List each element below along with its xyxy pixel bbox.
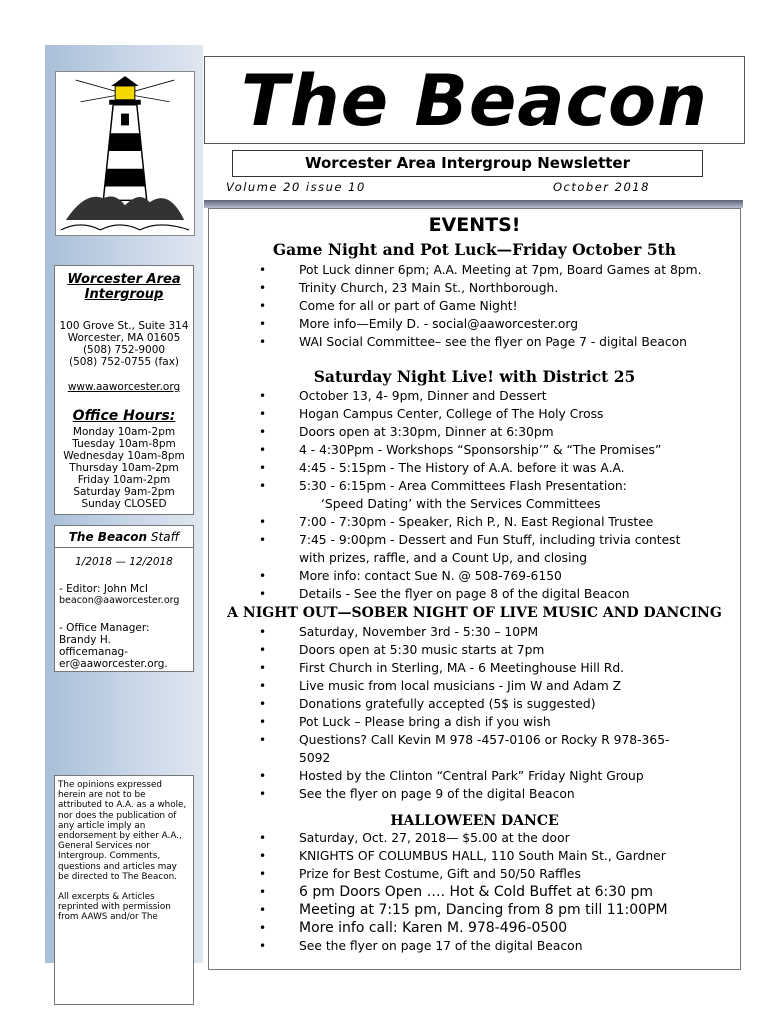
list-item: • Meeting at 7:15 pm, Dancing from 8 pm till 11:00PM bbox=[209, 901, 740, 919]
office-manager-label: - Office Manager: bbox=[59, 622, 150, 634]
game-night-list bbox=[209, 261, 740, 351]
list-item: • 7:45 - 9:00pm - Dessert and Fun Stuff, including trivia contest bbox=[209, 531, 740, 549]
office-hours-list bbox=[55, 426, 193, 510]
lighthouse-logo bbox=[55, 71, 195, 236]
disclaimer-text-1: The opinions expressed herein are not to be attributed to A.A. as a whole, nor does the publication of any article imply an endorsement by either A.A., General Services nor Intergroup. Comments, questions and articles may be directed to The Beacon. bbox=[58, 780, 187, 882]
office-manager-email-2[interactable]: er@aaworcester.org. bbox=[59, 658, 168, 670]
list-item: • Trinity Church, 23 Main St., Northborough. bbox=[209, 279, 740, 297]
list-item: • WAI Social Committee– see the flyer on Page 7 - digital Beacon bbox=[209, 333, 740, 351]
hours-monday: Monday 10am-2pm bbox=[72, 426, 176, 438]
newsletter-subtitle: Worcester Area Intergroup Newsletter bbox=[232, 150, 703, 177]
website-link[interactable]: www.aaworcester.org bbox=[67, 381, 181, 393]
staff-title-bold: The Beacon bbox=[68, 530, 148, 544]
office-manager-name: Brandy H. bbox=[59, 634, 111, 646]
list-item: • First Church in Sterling, MA - 6 Meetinghouse Hill Rd. bbox=[209, 659, 740, 677]
staff-title bbox=[55, 530, 193, 548]
newsletter-title: The Beacon bbox=[241, 60, 708, 142]
snl-heading: Saturday Night Live! with District 25 bbox=[313, 367, 636, 386]
disclaimer-text-2: All excerpts & Articles reprinted with permission from AAWS and/or The bbox=[58, 892, 171, 923]
list-item: • 4 - 4:30Ppm - Workshops “Sponsorship’” & “The Promises” bbox=[209, 441, 740, 459]
org-title-2: Intergroup bbox=[84, 287, 164, 302]
list-item: • Hogan Campus Center, College of The Holy Cross bbox=[209, 405, 740, 423]
halloween-list bbox=[209, 829, 740, 955]
list-item: • KNIGHTS OF COLUMBUS HALL, 110 South Main St., Gardner bbox=[209, 847, 740, 865]
list-item-continued: 5092 bbox=[299, 751, 331, 765]
list-item: • Donations gratefully accepted (5$ is suggested) bbox=[209, 695, 740, 713]
halloween-heading: HALLOWEEN DANCE bbox=[390, 813, 559, 829]
staff-title-rest: Staff bbox=[147, 530, 180, 544]
hours-sunday: Sunday CLOSED bbox=[81, 498, 167, 510]
list-item: • Details - See the flyer on page 8 of the digital Beacon bbox=[209, 585, 740, 603]
list-item-continued: with prizes, raffle, and a Count Up, and closing bbox=[299, 551, 588, 565]
masthead bbox=[204, 56, 745, 144]
list-item: • Come for all or part of Game Night! bbox=[209, 297, 740, 315]
list-item-continued: ‘Speed Dating’ with the Services Committees bbox=[321, 497, 601, 511]
disclaimer-box bbox=[54, 775, 194, 1005]
list-item: • Saturday, November 3rd - 5:30 – 10PM bbox=[209, 623, 740, 641]
list-item: • Pot Luck – Please bring a dish if you wish bbox=[209, 713, 740, 731]
list-item: • Prize for Best Costume, Gift and 50/50 Raffles bbox=[209, 865, 740, 883]
fax: (508) 752-0755 (fax) bbox=[69, 356, 179, 368]
phone: (508) 752-9000 bbox=[82, 344, 166, 356]
lighthouse-icon bbox=[56, 72, 194, 235]
office-manager-email-1[interactable]: officemanag- bbox=[59, 646, 129, 658]
list-item: • Pot Luck dinner 6pm; A.A. Meeting at 7pm, Board Games at 8pm. bbox=[209, 261, 740, 279]
header-divider bbox=[204, 200, 743, 208]
editor-email[interactable]: beacon@aaworcester.org bbox=[59, 595, 180, 606]
list-item: • Doors open at 5:30 music starts at 7pm bbox=[209, 641, 740, 659]
list-item: • Live music from local musicians - Jim W and Adam Z bbox=[209, 677, 740, 695]
list-item: • 5:30 - 6:15pm - Area Committees Flash Presentation: bbox=[209, 477, 740, 495]
events-panel bbox=[208, 208, 741, 970]
issue-date: October 2018 bbox=[553, 180, 650, 194]
list-item: • 7:00 - 7:30pm - Speaker, Rich P., N. East Regional Trustee bbox=[209, 513, 740, 531]
list-item: • See the flyer on page 9 of the digital Beacon bbox=[209, 785, 740, 803]
list-item: • More info call: Karen M. 978-496-0500 bbox=[209, 919, 740, 937]
office-hours-title: Office Hours: bbox=[72, 408, 176, 424]
hours-wednesday: Wednesday 10am-8pm bbox=[63, 450, 185, 462]
staff-date-range: 1/2018 — 12/2018 bbox=[75, 556, 173, 568]
night-out-heading: A NIGHT OUT—SOBER NIGHT OF LIVE MUSIC AND DANCING bbox=[227, 605, 722, 621]
staff-box bbox=[54, 525, 194, 672]
list-item: • Hosted by the Clinton “Central Park” Friday Night Group bbox=[209, 767, 740, 785]
list-item: • Saturday, Oct. 27, 2018— $5.00 at the door bbox=[209, 829, 740, 847]
list-item: • More info: contact Sue N. @ 508-769-6150 bbox=[209, 567, 740, 585]
list-item: • Questions? Call Kevin M 978 -457-0106 or Rocky R 978-365- bbox=[209, 731, 740, 749]
list-item: • 4:45 - 5:15pm - The History of A.A. before it was A.A. bbox=[209, 459, 740, 477]
hours-tuesday: Tuesday 10am-8pm bbox=[72, 438, 176, 450]
volume-issue: Volume 20 issue 10 bbox=[226, 180, 366, 194]
editor-name: - Editor: John McI bbox=[59, 583, 148, 595]
contact-info-box bbox=[54, 265, 194, 515]
list-item: • October 13, 4- 9pm, Dinner and Dessert bbox=[209, 387, 740, 405]
hours-thursday: Thursday 10am-2pm bbox=[69, 462, 179, 474]
list-item: • Doors open at 3:30pm, Dinner at 6:30pm bbox=[209, 423, 740, 441]
sidebar bbox=[45, 45, 203, 963]
list-item: • See the flyer on page 17 of the digital Beacon bbox=[209, 937, 740, 955]
game-night-heading: Game Night and Pot Luck—Friday October 5th bbox=[272, 240, 677, 259]
snl-list bbox=[209, 387, 740, 603]
hours-friday: Friday 10am-2pm bbox=[77, 474, 171, 486]
list-item: • 6 pm Doors Open …. Hot & Cold Buffet at 6:30 pm bbox=[209, 883, 740, 901]
address-line-2: Worcester, MA 01605 bbox=[67, 332, 181, 344]
hours-saturday: Saturday 9am-2pm bbox=[73, 486, 175, 498]
org-title-1: Worcester Area bbox=[67, 272, 181, 287]
events-title: EVENTS! bbox=[428, 214, 521, 236]
night-out-list bbox=[209, 623, 740, 803]
address-line-1: 100 Grove St., Suite 314 bbox=[59, 320, 189, 332]
list-item: • More info—Emily D. - social@aaworcester.org bbox=[209, 315, 740, 333]
